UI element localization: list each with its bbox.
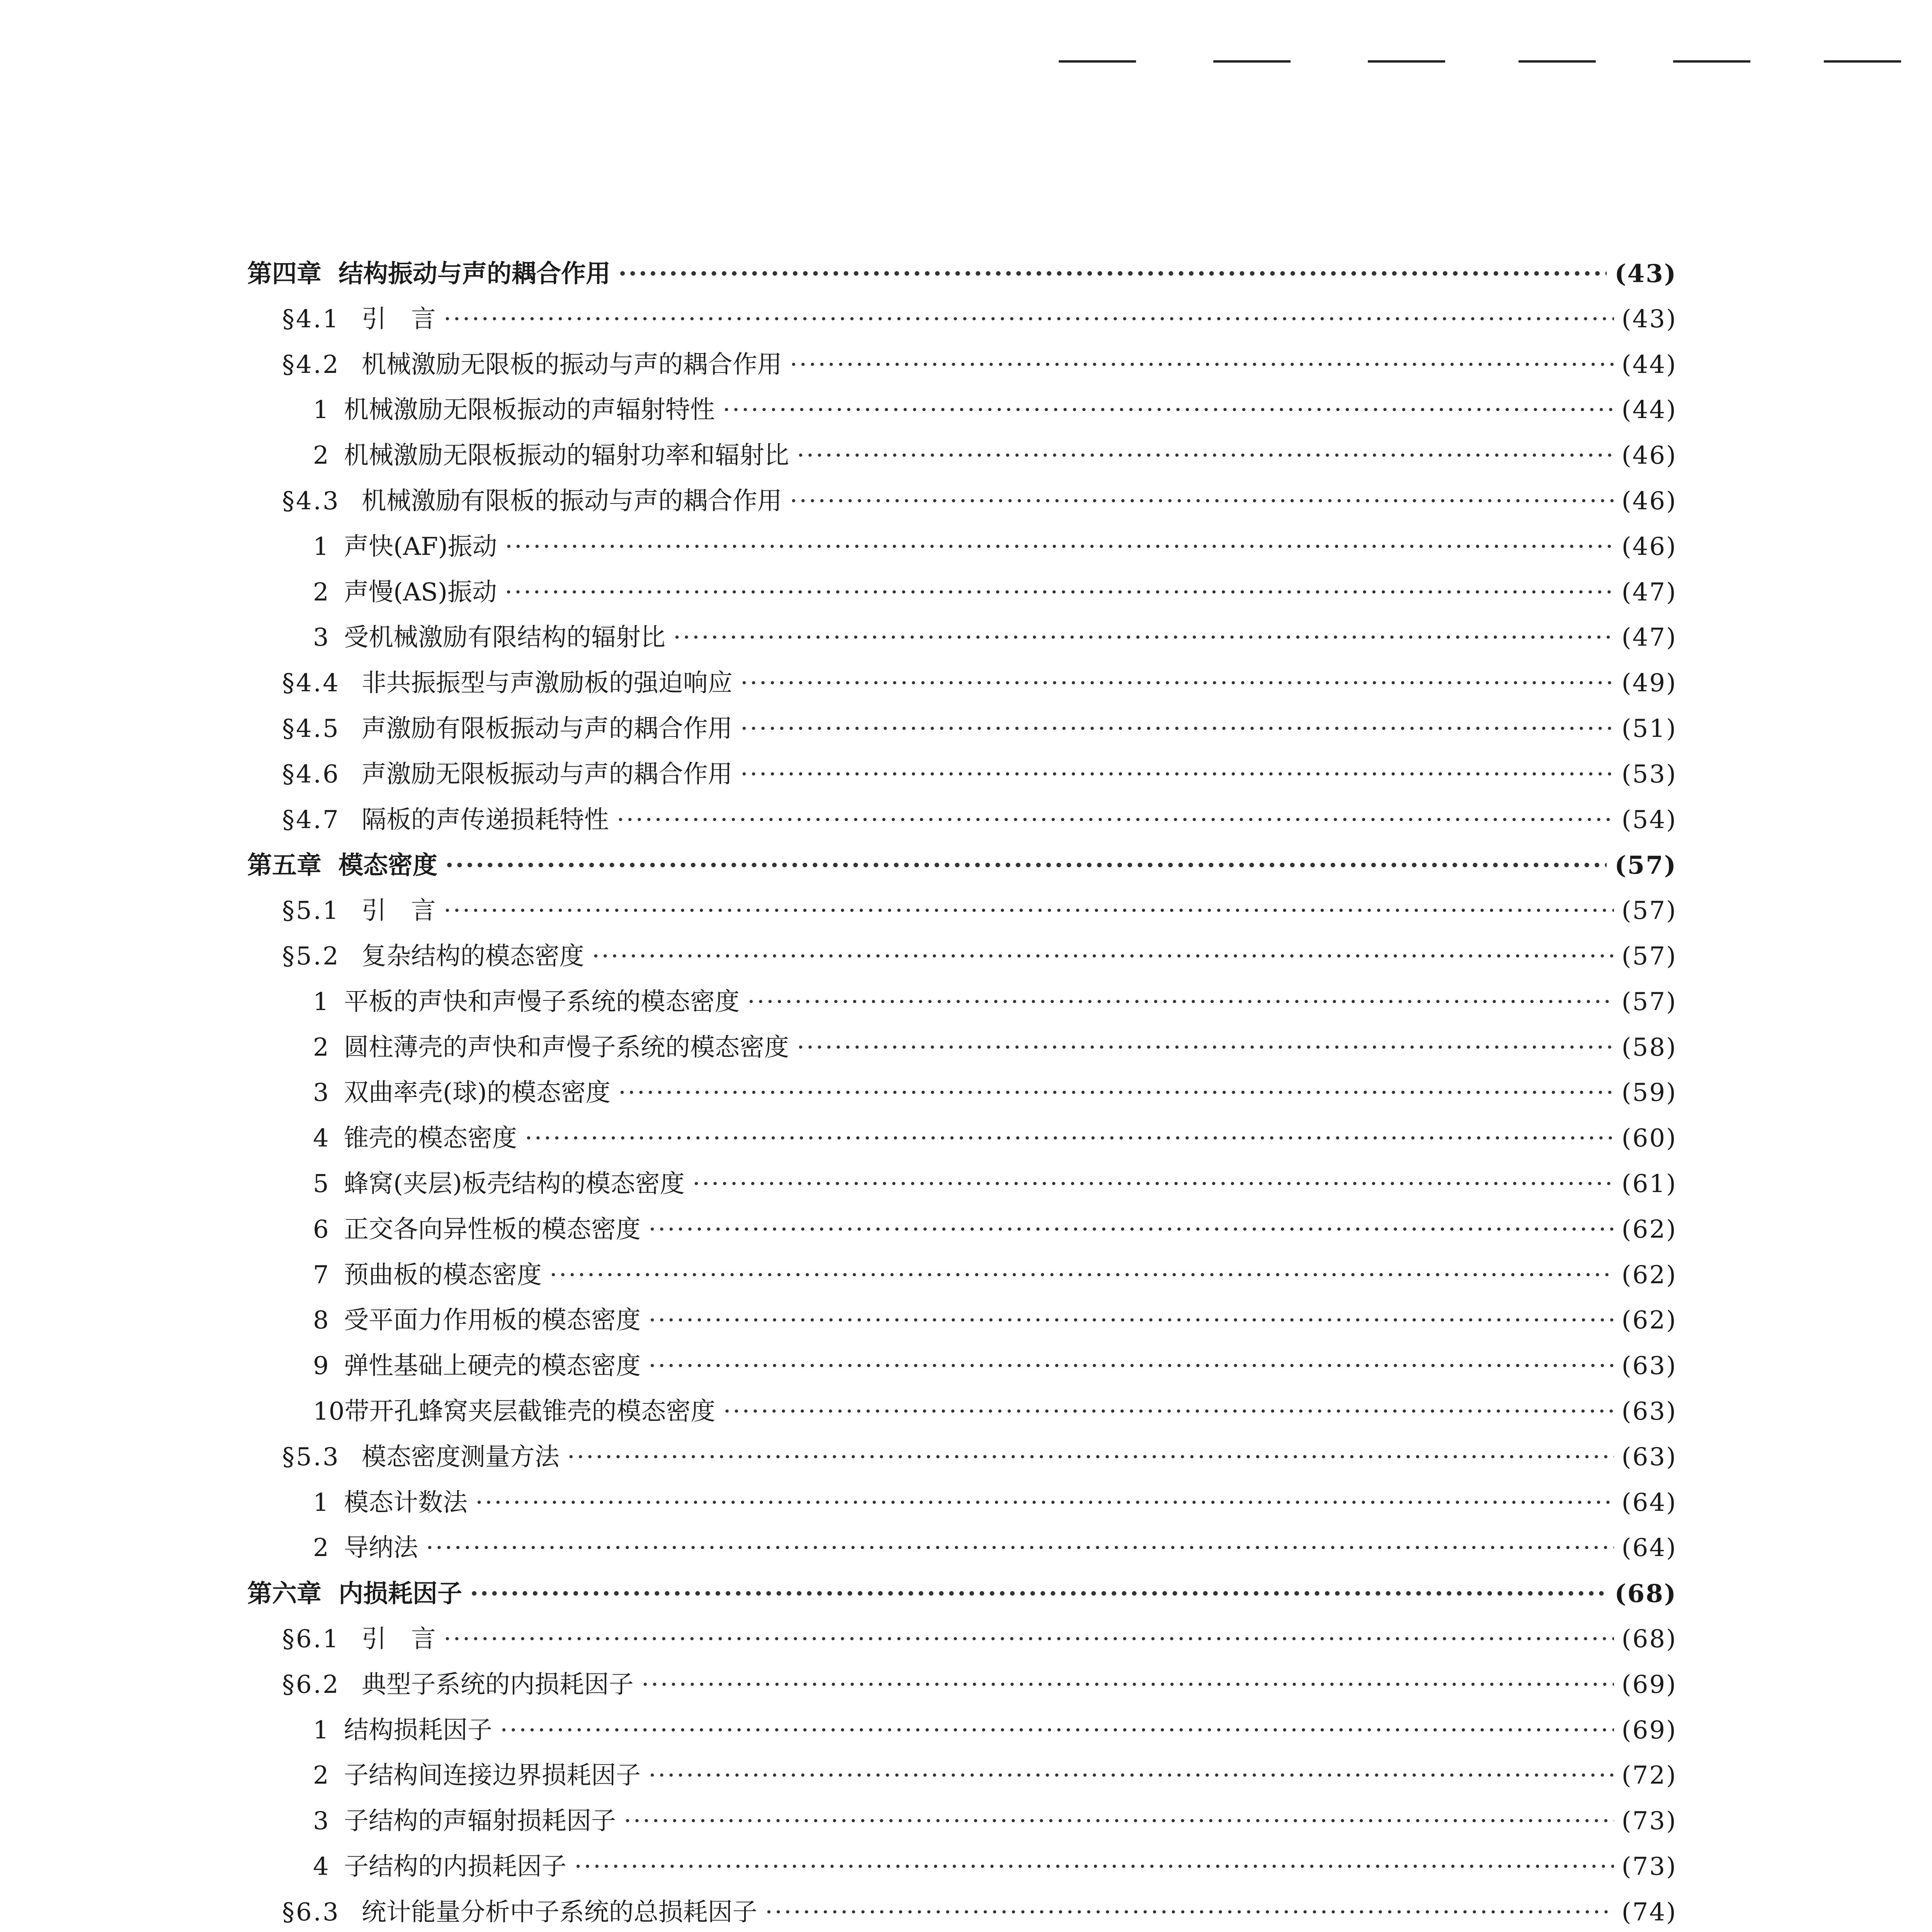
toc-entry-page: (73) [1621, 1807, 1677, 1836]
toc-entry-label [313, 1116, 517, 1162]
toc-entry-number: §6.3 [282, 1898, 340, 1927]
toc-entry-number: 第六章 [247, 1579, 321, 1609]
toc-entry-page: (64) [1621, 1534, 1677, 1563]
toc-entry-title: 模态密度测量方法 [361, 1442, 560, 1471]
toc-entry-page: (54) [1621, 805, 1677, 834]
toc-entry-page: (46) [1621, 486, 1677, 515]
dot-leader [617, 798, 1614, 843]
toc-entry-page: (63) [1621, 1352, 1677, 1381]
toc-entry-title: 声快(AF)振动 [344, 532, 497, 561]
toc-entry-label [313, 1526, 418, 1571]
dot-leader [765, 1890, 1614, 1932]
dot-leader [673, 615, 1614, 661]
toc-entry-title: 机械激励无限板振动的声辐射特性 [344, 396, 715, 425]
dot-leader [740, 661, 1614, 706]
toc-entry-title: 内损耗因子 [338, 1579, 462, 1609]
toc-entry-label [282, 934, 584, 980]
header-rule [1213, 60, 1291, 63]
toc-entry-item [247, 1116, 1677, 1162]
toc-entry-item [247, 1389, 1677, 1435]
toc-entry-section [247, 1617, 1677, 1662]
toc-entry-number: 4 [313, 1852, 329, 1881]
toc-entry-page: (62) [1621, 1306, 1677, 1335]
toc-entry-label [313, 1480, 468, 1526]
toc-entry-page: (68) [1621, 1624, 1677, 1653]
dot-leader [723, 388, 1614, 433]
toc-entry-chapter [247, 251, 1677, 297]
toc-entry-page: (57) [1621, 896, 1677, 925]
toc-entry-page: (64) [1621, 1488, 1677, 1517]
toc-entry-title: 蜂窝(夹层)板壳结构的模态密度 [344, 1169, 685, 1198]
dot-leader [648, 1344, 1614, 1389]
toc-entry-chapter [247, 843, 1677, 888]
toc-entry-label [313, 1298, 641, 1344]
toc-entry-title: 声激励有限板振动与声的耦合作用 [361, 714, 733, 743]
dot-leader [648, 1298, 1614, 1344]
toc-entry-page: (68) [1614, 1579, 1677, 1609]
toc-entry-item [247, 1070, 1677, 1116]
toc-entry-section [247, 706, 1677, 752]
toc-entry-title: 带开孔蜂窝夹层截锥壳的模态密度 [344, 1397, 716, 1426]
toc-entry-label [313, 1162, 685, 1207]
header-rule [1059, 60, 1136, 63]
toc-entry-label [313, 1253, 542, 1298]
toc-entry-number: 1 [313, 1488, 329, 1517]
toc-entry-section [247, 1890, 1677, 1932]
dot-leader [740, 706, 1614, 752]
toc-entry-label [313, 1844, 566, 1890]
toc-entry-title: 锥壳的模态密度 [344, 1124, 517, 1153]
toc-entry-title: 模态计数法 [344, 1488, 468, 1517]
toc-entry-label [282, 1617, 436, 1662]
toc-entry-item [247, 570, 1677, 616]
toc-entry-title: 隔板的声传递损耗特性 [361, 805, 609, 834]
toc-entry-label [282, 661, 733, 706]
toc-entry-page: (61) [1621, 1169, 1677, 1198]
toc-entry-title: 引 言 [361, 304, 436, 333]
dot-leader [592, 934, 1614, 980]
toc-entry-title: 模态密度 [338, 851, 437, 880]
toc-entry-page: (72) [1621, 1761, 1677, 1790]
toc-entry-page: (63) [1621, 1397, 1677, 1426]
toc-entry-number: 1 [313, 396, 329, 425]
toc-entry-page: (59) [1621, 1078, 1677, 1107]
toc-entry-page: (47) [1621, 578, 1677, 607]
toc-entry-number: §4.1 [282, 304, 340, 333]
toc-entry-label [313, 570, 497, 616]
toc-entry-label [282, 888, 436, 934]
toc-entry-label [313, 1753, 641, 1799]
toc-entry-label [313, 615, 665, 661]
dot-leader [475, 1480, 1614, 1526]
toc-entry-title: 机械激励无限板振动的辐射功率和辐射比 [344, 441, 789, 470]
toc-entry-title: 机械激励有限板的振动与声的耦合作用 [361, 486, 782, 515]
toc-entry-label [247, 251, 611, 297]
toc-entry-item [247, 433, 1677, 479]
toc-entry-page: (58) [1621, 1033, 1677, 1062]
toc-entry-label [313, 1708, 492, 1753]
dot-leader [574, 1844, 1614, 1890]
toc-entry-number: 1 [313, 1716, 329, 1745]
toc-entry-page: (46) [1621, 532, 1677, 561]
table-of-contents [247, 251, 1677, 1932]
toc-entry-label [313, 1344, 641, 1389]
toc-entry-item [247, 980, 1677, 1025]
header-rule [1824, 60, 1901, 63]
toc-entry-number: §6.1 [282, 1624, 340, 1653]
dot-leader [444, 1617, 1614, 1662]
toc-entry-item [247, 1526, 1677, 1571]
toc-entry-page: (63) [1621, 1442, 1677, 1471]
toc-entry-title: 机械激励无限板的振动与声的耦合作用 [361, 350, 782, 379]
toc-entry-title: 结构损耗因子 [344, 1716, 492, 1745]
dot-leader [797, 1025, 1614, 1071]
toc-entry-item [247, 615, 1677, 661]
toc-entry-label [247, 843, 437, 888]
toc-entry-page: (57) [1621, 942, 1677, 971]
header-rule [1519, 60, 1596, 63]
dot-leader [426, 1526, 1614, 1571]
toc-entry-number: 1 [313, 987, 329, 1016]
toc-entry-title: 平板的声快和声慢子系统的模态密度 [344, 987, 740, 1016]
toc-entry-title: 预曲板的模态密度 [344, 1260, 542, 1289]
dot-leader [470, 1571, 1607, 1617]
toc-entry-number: 2 [313, 1033, 329, 1062]
toc-entry-item [247, 388, 1677, 433]
toc-entry-page: (43) [1614, 259, 1677, 288]
toc-entry-item [247, 1753, 1677, 1799]
toc-entry-page: (62) [1621, 1260, 1677, 1289]
toc-entry-number: 6 [313, 1215, 329, 1244]
toc-entry-number: 3 [313, 623, 329, 652]
dot-leader [567, 1435, 1614, 1480]
toc-entry-title: 子结构的内损耗因子 [344, 1852, 566, 1881]
toc-entry-chapter [247, 1571, 1677, 1617]
toc-entry-title: 圆柱薄壳的声快和声慢子系统的模态密度 [344, 1033, 789, 1062]
toc-entry-number: 2 [313, 1534, 329, 1563]
dot-leader [747, 980, 1614, 1025]
toc-entry-item [247, 524, 1677, 570]
toc-entry-item [247, 1298, 1677, 1344]
toc-entry-number: 4 [313, 1124, 329, 1153]
dot-leader [624, 1799, 1614, 1844]
toc-entry-item [247, 1799, 1677, 1844]
toc-entry-label [313, 1070, 611, 1116]
toc-entry-label [313, 1799, 616, 1844]
toc-entry-label [282, 1435, 560, 1480]
toc-entry-section [247, 888, 1677, 934]
toc-entry-title: 子结构间连接边界损耗因子 [344, 1761, 641, 1790]
toc-entry-section [247, 752, 1677, 798]
dot-leader [445, 843, 1607, 888]
toc-entry-title: 正交各向异性板的模态密度 [344, 1215, 641, 1244]
dot-leader [525, 1116, 1614, 1162]
toc-entry-item [247, 1253, 1677, 1298]
dot-leader [790, 479, 1614, 524]
header-rule [1673, 60, 1750, 63]
toc-entry-number: 2 [313, 578, 329, 607]
toc-entry-section [247, 934, 1677, 980]
toc-entry-number: 第五章 [247, 851, 321, 880]
toc-entry-label [282, 1662, 634, 1708]
toc-entry-number: §4.2 [282, 350, 340, 379]
dot-leader [549, 1253, 1614, 1298]
toc-entry-title: 声慢(AS)振动 [344, 578, 497, 607]
toc-entry-section [247, 297, 1677, 342]
toc-entry-label [282, 342, 782, 388]
dot-leader [648, 1207, 1614, 1253]
toc-entry-number: §4.3 [282, 486, 340, 515]
toc-entry-number: 5 [313, 1169, 329, 1198]
toc-entry-page: (53) [1621, 760, 1677, 789]
toc-entry-item [247, 1480, 1677, 1526]
toc-entry-title: 复杂结构的模态密度 [361, 942, 584, 971]
toc-entry-page: (57) [1614, 851, 1677, 880]
toc-entry-section [247, 661, 1677, 706]
toc-entry-label [282, 479, 782, 524]
toc-entry-page: (60) [1621, 1124, 1677, 1153]
toc-entry-number: 3 [313, 1807, 329, 1836]
toc-entry-page: (69) [1621, 1716, 1677, 1745]
dot-leader [444, 888, 1614, 934]
dot-leader [797, 433, 1614, 479]
toc-entry-number: 第四章 [247, 259, 321, 288]
dot-leader [505, 524, 1614, 570]
toc-entry-label [282, 752, 733, 798]
toc-entry-item [247, 1344, 1677, 1389]
toc-entry-number: §4.4 [282, 669, 340, 698]
toc-entry-label [313, 980, 740, 1025]
toc-entry-label [282, 706, 733, 752]
toc-entry-number: 9 [313, 1352, 329, 1381]
toc-entry-label [313, 1025, 789, 1071]
dot-leader [618, 251, 1607, 297]
toc-entry-title: 导纳法 [344, 1534, 418, 1563]
toc-entry-number: 8 [313, 1306, 329, 1335]
toc-entry-number: §6.2 [282, 1670, 340, 1699]
dot-leader [790, 342, 1614, 388]
toc-entry-title: 统计能量分析中子系统的总损耗因子 [361, 1898, 757, 1927]
toc-entry-number: 2 [313, 1761, 329, 1790]
toc-entry-page: (47) [1621, 623, 1677, 652]
toc-entry-number: 1 [313, 532, 329, 561]
toc-entry-label [313, 524, 497, 570]
toc-entry-number: §5.2 [282, 942, 340, 971]
toc-entry-page: (74) [1621, 1898, 1677, 1927]
dot-leader [692, 1162, 1614, 1207]
toc-entry-title: 受机械激励有限结构的辐射比 [344, 623, 665, 652]
toc-entry-number: §4.7 [282, 805, 340, 834]
toc-entry-title: 声激励无限板振动与声的耦合作用 [361, 760, 733, 789]
toc-entry-page: (46) [1621, 441, 1677, 470]
toc-entry-title: 典型子系统的内损耗因子 [361, 1670, 634, 1699]
toc-entry-page: (44) [1621, 396, 1677, 425]
toc-entry-number: §5.1 [282, 896, 340, 925]
toc-entry-section [247, 479, 1677, 524]
toc-entry-page: (62) [1621, 1215, 1677, 1244]
toc-entry-item [247, 1162, 1677, 1207]
dot-leader [740, 752, 1614, 798]
toc-entry-title: 弹性基础上硬壳的模态密度 [344, 1352, 641, 1381]
toc-entry-label [313, 1207, 641, 1253]
toc-entry-number: §4.6 [282, 760, 340, 789]
dot-leader [444, 297, 1614, 342]
toc-entry-label [313, 1389, 715, 1435]
toc-entry-page: (69) [1621, 1670, 1677, 1699]
toc-entry-label [282, 798, 609, 843]
toc-entry-page: (73) [1621, 1852, 1677, 1881]
toc-entry-section [247, 1662, 1677, 1708]
toc-entry-title: 引 言 [361, 896, 436, 925]
toc-entry-page: (57) [1621, 987, 1677, 1016]
dot-leader [618, 1070, 1614, 1116]
dot-leader [505, 570, 1614, 616]
toc-entry-title: 受平面力作用板的模态密度 [344, 1306, 641, 1335]
toc-entry-title: 结构振动与声的耦合作用 [338, 259, 611, 288]
toc-entry-item [247, 1207, 1677, 1253]
toc-entry-item [247, 1708, 1677, 1753]
toc-entry-number: 3 [313, 1078, 329, 1107]
toc-entry-page: (44) [1621, 350, 1677, 379]
toc-entry-section [247, 798, 1677, 843]
toc-entry-section [247, 342, 1677, 388]
toc-entry-label [282, 297, 436, 342]
toc-entry-section [247, 1435, 1677, 1480]
toc-entry-label [282, 1890, 757, 1932]
toc-entry-title: 双曲率壳(球)的模态密度 [344, 1078, 611, 1107]
toc-entry-number: 7 [313, 1260, 329, 1289]
header-rule [1368, 60, 1445, 63]
toc-entry-title: 引 言 [361, 1624, 436, 1653]
toc-entry-title: 子结构的声辐射损耗因子 [344, 1807, 616, 1836]
toc-entry-title: 非共振振型与声激励板的强迫响应 [361, 669, 733, 698]
toc-entry-number: 10 [313, 1397, 345, 1426]
toc-entry-page: (43) [1621, 304, 1677, 333]
toc-entry-page: (49) [1621, 669, 1677, 698]
dot-leader [723, 1389, 1614, 1435]
toc-entry-number: §5.3 [282, 1442, 340, 1471]
toc-entry-label [313, 433, 789, 479]
toc-entry-item [247, 1844, 1677, 1890]
toc-entry-page: (51) [1621, 714, 1677, 743]
toc-entry-label [313, 388, 715, 433]
dot-leader [500, 1708, 1614, 1753]
toc-entry-number: §4.5 [282, 714, 340, 743]
dot-leader [641, 1662, 1614, 1708]
toc-entry-label [247, 1571, 462, 1617]
toc-entry-item [247, 1025, 1677, 1071]
toc-entry-number: 2 [313, 441, 329, 470]
dot-leader [648, 1753, 1614, 1799]
